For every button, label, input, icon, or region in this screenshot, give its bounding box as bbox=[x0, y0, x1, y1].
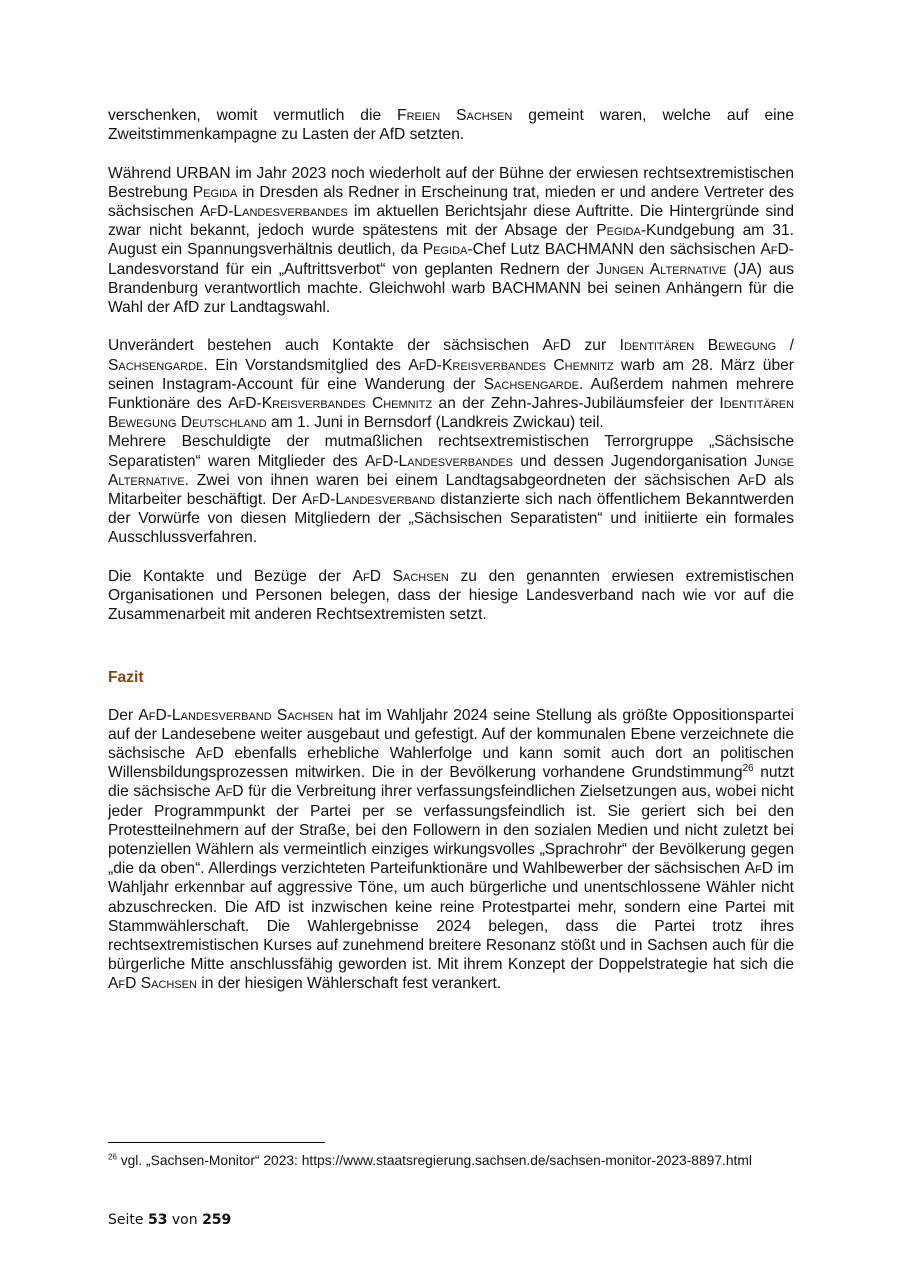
org-name: AfD bbox=[744, 860, 774, 878]
text-run: im Wahljahr erkennbar auf aggressive Töne, um auch bürgerliche und unentschlossene Wähler nicht abzuschrecken. Die AfD ist inzwischen keine reine Protestpartei mehr, sondern eine Partei mit Stammwählerschaft. Die Wahlergebnisse 2024 belegen, dass die Partei trotz ihres rechtsextremistischen Kurses auf zunehmend breitere Resonanz stößt und in Sachsen auch für die bürgerliche Mitte anschlussfähig geworden ist. Mit ihrem Konzept der Doppelstrategie hat sich die bbox=[108, 860, 794, 974]
text-run: nutzt die sächsische bbox=[108, 764, 794, 801]
text-run: gemeint waren, welche auf eine Zweitstimmenkampagne zu Lasten der AfD setzten. bbox=[108, 107, 794, 144]
text-run: hat im Wahljahr 2024 seine Stellung als größte Oppositionspartei auf der Landesebene weiter ausgebaut und gefestigt. Auf der kommunalen Ebene verzeichnete die sächsische bbox=[108, 706, 794, 763]
org-name: Sachsengarde bbox=[483, 375, 580, 393]
paragraph-separatisten bbox=[108, 432, 794, 547]
text-run: . Außerdem nahmen mehrere Funktionäre des bbox=[108, 375, 795, 413]
text-run: verschenken, womit vermutlich die bbox=[108, 107, 398, 124]
paragraph-identitaere-bewegung bbox=[108, 336, 794, 432]
org-name: Pegida bbox=[422, 241, 468, 259]
text-run: ebenfalls erhebliche Wahlerfolge und kann somit auch dort an politischen Willensbildungsprozessen mitwirken. Die in der Bevölkerung vorhandene Grundstimmung bbox=[108, 745, 794, 782]
org-name: Jungen Alternative bbox=[596, 260, 727, 278]
paragraph-fazit bbox=[108, 706, 794, 994]
org-name: AfD Sachsen bbox=[352, 567, 449, 585]
org-name: AfD-Landesverband bbox=[301, 491, 436, 509]
text-run: . Zwei von ihnen waren bei einem Landtagsabgeordneten der sächsischen bbox=[184, 471, 738, 489]
org-name: Pegida bbox=[596, 222, 641, 240]
text-run: Unverändert bestehen auch Kontakte der sächsischen bbox=[108, 337, 543, 355]
org-name: AfD-Kreisverbandes Chemnitz bbox=[228, 395, 433, 413]
text-run: -Chef Lutz BACHMANN den sächsischen bbox=[467, 241, 761, 259]
text-run: Der bbox=[108, 706, 139, 724]
text-run: im aktuellen Berichtsjahr diese Auftritte. Die Hintergründe sind zwar nicht bekannt, jedoch wurde spätestens mit der Absage der bbox=[108, 203, 794, 240]
org-name: Freien Sachsen bbox=[397, 107, 513, 124]
org-name: AfD-Kreisverbandes Chemnitz bbox=[408, 356, 614, 374]
footnote-separator bbox=[108, 1142, 325, 1143]
paragraph-freie-sachsen bbox=[108, 106, 794, 144]
text-run: . Ein Vorstandsmitglied des bbox=[203, 356, 409, 374]
page-number-prefix: Seite bbox=[108, 1212, 148, 1228]
text-run: -Kundgebung am 31. August ein Spannungsverhältnis deutlich, da bbox=[108, 222, 794, 259]
text-run: -Landesvorstand für ein „Auftrittsverbot“ von geplanten Rednern der bbox=[108, 241, 794, 278]
paragraph-kontakte bbox=[108, 567, 794, 625]
text-run: zur bbox=[571, 337, 620, 355]
page-number bbox=[108, 1212, 231, 1228]
text-run: und dessen Jugendorganisation bbox=[512, 452, 755, 470]
page-number-current: 53 bbox=[147, 1212, 168, 1228]
text-run: für die Verbreitung ihrer verfassungsfeindlichen Zielsetzungen aus, wobei nicht jeder Programmpunkt der Partei per se verfassungsfeindlich ist. Sie geriert sich bei den Protestteilnehmern auf der Straße, bei den Followern in den sozialen Medien und nicht zuletzt bei potenziellen Wählern als vermeintlich einziges wirkungsvolles „Sprachrohr“ der Bevölkerung gegen „die da oben“. Allerdings verzichteten Parteifunktionäre und Wahlbewerber der sächsischen bbox=[108, 783, 794, 878]
org-name: Identitären Bewegung / Sachsengarde bbox=[108, 337, 795, 374]
org-name: AfD bbox=[737, 471, 767, 489]
footnote-reference[interactable]: 26 bbox=[742, 763, 754, 775]
body-text bbox=[108, 106, 794, 994]
text-run: Während URBAN im Jahr 2023 noch wiederholt auf der Bühne der erwiesen rechtsextremistischen Bestrebung bbox=[108, 164, 794, 201]
org-name: AfD Sachsen bbox=[108, 975, 197, 993]
org-name: Pegida bbox=[192, 183, 238, 201]
footnote bbox=[108, 1152, 794, 1170]
text-run: distanzierte sich nach öffentlichem Bekanntwerden der Vorwürfe von diesen Mitgliedern der „Sächsischen Separatisten“ und initiierte ein formales Ausschlussverfahren. bbox=[108, 491, 794, 547]
paragraph-pegida bbox=[108, 164, 794, 318]
section-heading-fazit: Fazit bbox=[108, 669, 144, 687]
org-name: AfD-Landesverbandes bbox=[364, 452, 513, 470]
text-run: Die Kontakte und Bezüge der bbox=[108, 567, 353, 585]
text-run: zu den genannten erwiesen extremistischen Organisationen und Personen belegen, dass der hiesige Landesverband nach wie vor auf die Zusammenarbeit mit anderen Rechtsextremisten setzt. bbox=[108, 567, 794, 624]
org-name: AfD bbox=[542, 337, 571, 355]
org-name: Identitären Bewegung Deutschland bbox=[108, 395, 794, 432]
org-name: AfD bbox=[760, 241, 789, 259]
text-run: warb am 28. März über seinen Instagram-Account für eine Wanderung der bbox=[108, 356, 794, 393]
text-run: (JA) aus Brandenburg verantwortlich machte. Gleichwohl warb BACHMANN bei seinen Anhängern für die Wahl der AfD zur Landtagswahl. bbox=[108, 260, 795, 317]
page-number-total: 259 bbox=[202, 1212, 232, 1228]
org-name: Junge Alternative bbox=[108, 452, 794, 489]
footnote-text: vgl. „Sachsen-Monitor“ 2023: https://www.staatsregierung.sachsen.de/sachsen-monitor-2023-8897.html bbox=[116, 1153, 752, 1168]
org-name: AfD-Landesverband Sachsen bbox=[138, 706, 334, 724]
org-name: AfD bbox=[215, 783, 244, 801]
org-name: AfD bbox=[195, 745, 224, 763]
page-number-middle: von bbox=[167, 1212, 203, 1228]
footnote-number: 26 bbox=[108, 1152, 117, 1162]
org-name: AfD-Landesverbandes bbox=[199, 203, 348, 220]
text-run: am 1. Juni in Bernsdorf (Landkreis Zwickau) teil. bbox=[266, 414, 604, 432]
text-run: in der hiesigen Wählerschaft fest verankert. bbox=[196, 975, 502, 993]
text-run: als Mitarbeiter beschäftigt. Der bbox=[108, 471, 794, 509]
text-run: an der Zehn-Jahres-Jubiläumsfeier der bbox=[432, 395, 720, 413]
text-run: in Dresden als Redner in Erscheinung trat, mieden er und andere Vertreter des sächsischen bbox=[108, 183, 794, 220]
text-run: Mehrere Beschuldigte der mutmaßlichen rechtsextremistischen Terrorgruppe „Sächsische Separatisten“ waren Mitglieder des bbox=[108, 433, 794, 470]
